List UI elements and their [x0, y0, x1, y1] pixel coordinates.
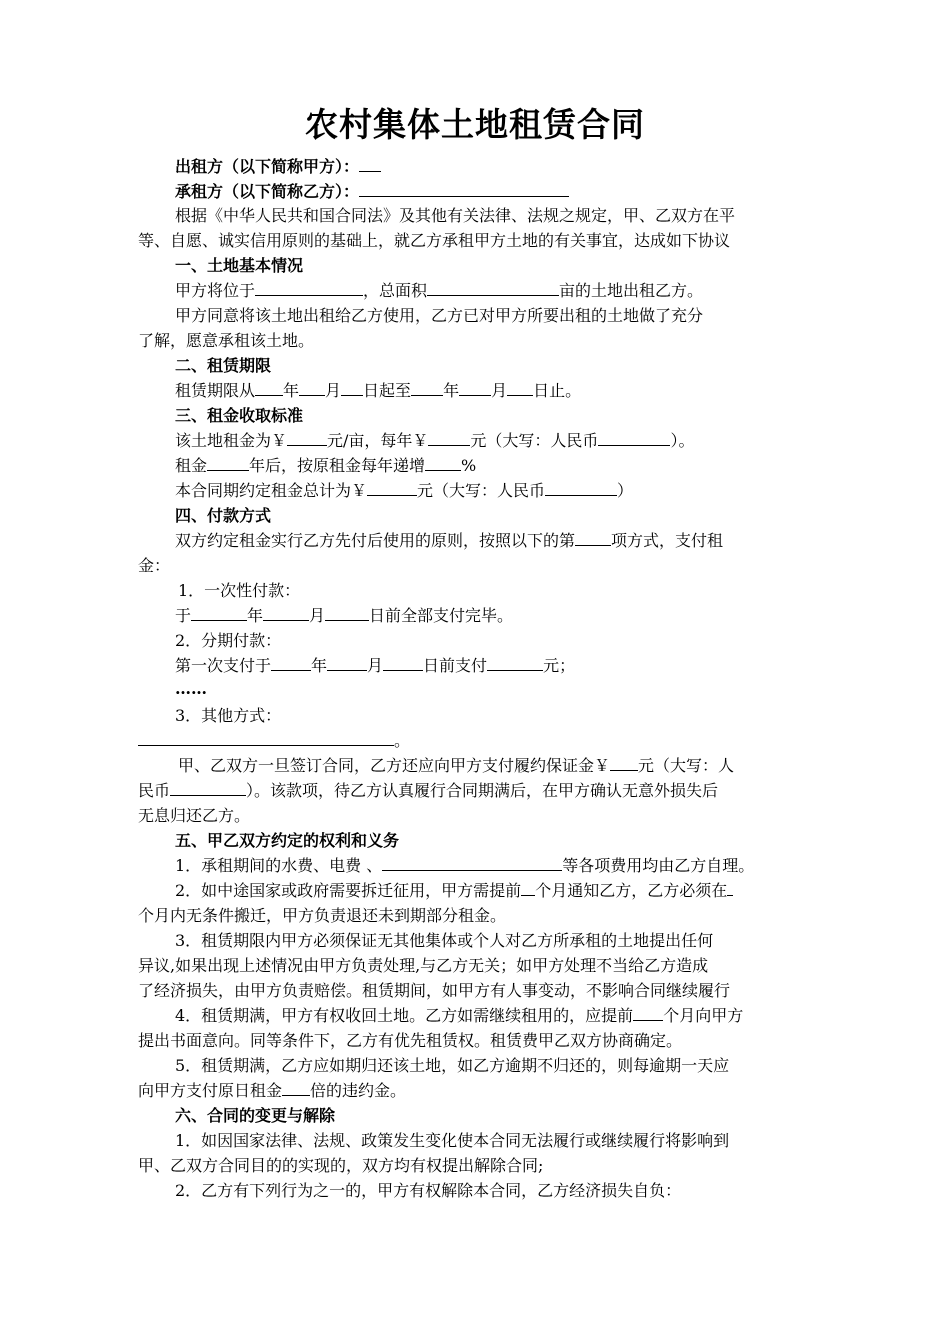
lessor-line: 出租方（以下简称甲方）：: [175, 155, 381, 179]
deposit-line-2: 民币 ）。该款项，待乙方认真履行合同期满后，在甲方确认无意外损失后: [138, 781, 719, 800]
termination-item-1-line-1: 1．如因国家法律、法规、政策发生变化使本合同无法履行或继续履行将影响到: [175, 1131, 730, 1150]
blank: [367, 480, 417, 496]
rights-item-3-line-3: 了经济损失，由甲方负责赔偿。租赁期间，如甲方有人事变动，不影响合同继续履行: [138, 981, 731, 1000]
rights-item-2-line-2: 个月内无条件搬迁，甲方负责退还未到期部分租金。: [138, 906, 507, 925]
preamble-line-2: 等、自愿、诚实信用原则的基础上，就乙方承租甲方土地的有关事宜，达成如下协议: [138, 231, 731, 250]
blank: [191, 605, 247, 621]
blank: [521, 880, 535, 896]
blank: [610, 755, 638, 771]
termination-item-1-line-2: 甲、乙双方合同目的的实现的，双方均有权提出解除合同;: [138, 1156, 544, 1175]
payment-intro-line-1: 双方约定租金实行乙方先付后使用的原则，按照以下的第 项方式，支付租: [175, 531, 724, 550]
contract-title: 农村集体土地租赁合同: [305, 105, 645, 144]
termination-item-2: 2．乙方有下列行为之一的，甲方有权解除本合同，乙方经济损失自负：: [175, 1181, 682, 1200]
blank: [411, 380, 443, 396]
rights-item-5-line-1: 5．租赁期满，乙方应如期归还该土地，如乙方逾期不归还的，则每逾期一天应: [175, 1056, 730, 1075]
blank: [271, 655, 311, 671]
rent-increase-line: 租金 年后，按原租金每年递增 %: [175, 456, 477, 475]
land-consent-line-2: 了解，愿意承租该土地。: [138, 331, 315, 350]
blank: [263, 605, 309, 621]
lease-term-line: 租赁期限从 年 月 日起至 年 月 日止。: [175, 381, 582, 400]
payment-option-1: 1．一次性付款：: [178, 581, 301, 600]
section-3-heading: 三、租金收取标准: [175, 406, 304, 425]
blank: [341, 380, 363, 396]
blank: [459, 380, 491, 396]
blank: [299, 380, 325, 396]
blank: [425, 455, 461, 471]
deposit-line-1: 甲、乙双方一旦签订合同，乙方还应向甲方支付履约保证金￥ 元（大写：人: [178, 756, 735, 775]
blank: [598, 430, 670, 446]
section-4-heading: 四、付款方式: [175, 506, 272, 525]
deposit-line-3: 无息归还乙方。: [138, 806, 251, 825]
installment-line: 第一次支付于 年 月 日前支付 元；: [175, 656, 576, 675]
blank: [255, 380, 283, 396]
blank: [427, 280, 559, 296]
preamble-line-1: 根据《中华人民共和国合同法》及其他有关法律、法规之规定，甲、乙双方在平: [175, 206, 736, 225]
blank: [325, 605, 369, 621]
blank: [575, 530, 611, 546]
section-1-heading: 一、土地基本情况: [175, 256, 304, 275]
rights-item-3-line-2: 异议,如果出现上述情况由甲方负责处理,与乙方无关；如甲方处理不当给乙方造成: [138, 956, 709, 975]
rent-rate-line: 该土地租金为￥ 元/亩，每年￥ 元（大写：人民币 ）。: [175, 431, 695, 450]
blank: [633, 1005, 663, 1021]
section-5-heading: 五、甲乙双方约定的权利和义务: [175, 831, 400, 850]
rights-item-1: 1．承租期间的水费、电费 、 等各项费用均由乙方自理。: [175, 856, 755, 875]
other-method-blank-line: 。: [138, 729, 410, 753]
payment-option-2: 2．分期付款：: [175, 631, 282, 650]
section-6-heading: 六、合同的变更与解除: [175, 1106, 336, 1125]
blank: [255, 280, 363, 296]
blank: [359, 156, 381, 172]
section-2-heading: 二、租赁期限: [175, 356, 272, 375]
land-consent-line-1: 甲方同意将该土地出租给乙方使用，乙方已对甲方所要出租的土地做了充分: [175, 306, 704, 325]
blank: [287, 430, 327, 446]
blank: [327, 655, 367, 671]
lump-sum-line: 于 年 月 日前全部支付完毕。: [175, 606, 514, 625]
blank: [138, 730, 394, 746]
blank: [282, 1080, 310, 1096]
blank: [359, 181, 569, 197]
blank: [207, 455, 249, 471]
rights-item-3-line-1: 3．租赁期限内甲方必须保证无其他集体或个人对乙方所承租的土地提出任何: [175, 931, 714, 950]
payment-intro-line-2: 金：: [138, 556, 171, 575]
blank: [507, 380, 533, 396]
rent-total-line: 本合同期约定租金总计为￥ 元（大写：人民币 ）: [175, 481, 634, 500]
payment-option-3: 3．其他方式：: [175, 706, 282, 725]
blank: [727, 880, 733, 896]
rights-item-2-line-1: 2．如中途国家或政府需要拆迁征用，甲方需提前 个月通知乙方，乙方必须在: [175, 879, 733, 903]
blank: [383, 655, 423, 671]
land-location-line: 甲方将位于 ，总面积 亩的土地出租乙方。: [175, 281, 704, 300]
blank: [428, 430, 470, 446]
ellipsis-line: ……: [175, 679, 207, 698]
rights-item-4-line-1: 4．租赁期满，甲方有权收回土地。乙方如需继续租用的，应提前 个月向甲方: [175, 1006, 744, 1025]
blank: [545, 480, 617, 496]
blank: [170, 780, 246, 796]
lessee-line: 承租方（以下简称乙方）：: [175, 180, 569, 204]
rights-item-5-line-2: 向甲方支付原日租金 倍的违约金。: [138, 1081, 407, 1100]
rights-item-4-line-2: 提出书面意向。同等条件下，乙方有优先租赁权。租赁费甲乙双方协商确定。: [138, 1031, 683, 1050]
blank: [487, 655, 543, 671]
blank: [382, 855, 562, 871]
